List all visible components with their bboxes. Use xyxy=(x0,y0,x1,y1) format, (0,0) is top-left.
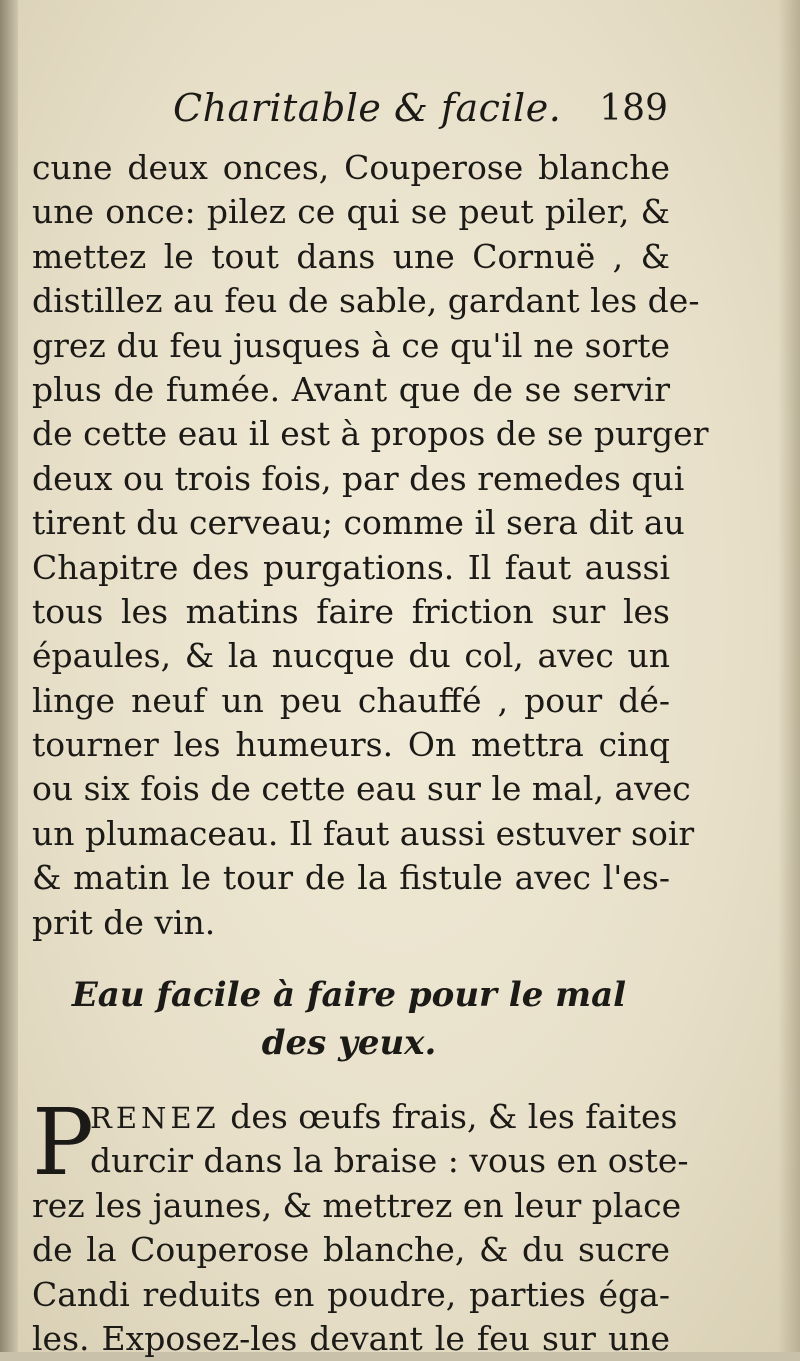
section-heading xyxy=(28,971,670,1067)
text-line: tous les matins faire friction sur les xyxy=(32,591,670,631)
text-line: rez les jaunes, & mettrez en leur place xyxy=(32,1185,682,1225)
text-line: grez du feu jusques à ce qu'il ne sorte xyxy=(32,325,670,365)
heading-line-1: Eau facile à faire pour le mal xyxy=(71,975,627,1016)
paragraph-1 xyxy=(28,146,709,945)
text-line: durcir dans la braise : vous en oste- xyxy=(90,1141,689,1181)
line-rest: des œufs frais, & les faites xyxy=(230,1097,678,1137)
text-line: de cette eau il est à propos de se purger xyxy=(32,414,709,454)
text-line: une once: pilez ce qui se peut piler, & xyxy=(32,192,670,232)
book-page xyxy=(28,86,709,1361)
page-edge-shadow xyxy=(778,0,800,1352)
text-line: & matin le tour de la fistule avec l'es- xyxy=(32,858,670,898)
running-head-title: Charitable & facile. xyxy=(173,86,562,130)
text-line: deux ou trois fois, par des remedes qui xyxy=(32,458,685,498)
text-line: Candi reduits en poudre, parties éga- xyxy=(32,1274,670,1314)
text-line: un plumaceau. Il faut aussi estuver soir xyxy=(32,813,695,853)
text-line: cune deux onces, Couperose blanche xyxy=(32,148,670,187)
text-line: ou six fois de cette eau sur le mal, avec xyxy=(32,769,691,809)
heading-line-2: des yeux. xyxy=(261,1023,437,1064)
text-line: les. Exposez-les devant le feu sur une xyxy=(32,1318,670,1358)
page-number: 189 xyxy=(599,88,668,129)
paragraph-2 xyxy=(28,1089,689,1361)
drop-cap: P xyxy=(32,1089,94,1197)
text-line: Chapitre des purgations. Il faut aussi xyxy=(32,547,670,587)
running-head xyxy=(28,86,670,146)
text-line: tourner les humeurs. On mettra cinq xyxy=(32,725,670,765)
text-line: de la Couperose blanche, & du sucre xyxy=(32,1230,670,1270)
text-line: plus de fumée. Avant que de se servir xyxy=(32,369,670,409)
binding-gutter xyxy=(0,0,18,1352)
text-line xyxy=(28,1095,678,1139)
text-line: tirent du cerveau; comme il sera dit au xyxy=(32,503,685,543)
small-caps-word: RENEZ xyxy=(90,1101,220,1136)
text-line: mettez le tout dans une Cornuë , & xyxy=(32,236,670,276)
text-line: prit de vin. xyxy=(32,902,216,942)
text-line: linge neuf un peu chauffé , pour dé- xyxy=(32,680,670,720)
text-line: épaules, & la nucque du col, avec un xyxy=(32,636,670,676)
text-line: distillez au feu de sable, gardant les de- xyxy=(32,281,700,321)
